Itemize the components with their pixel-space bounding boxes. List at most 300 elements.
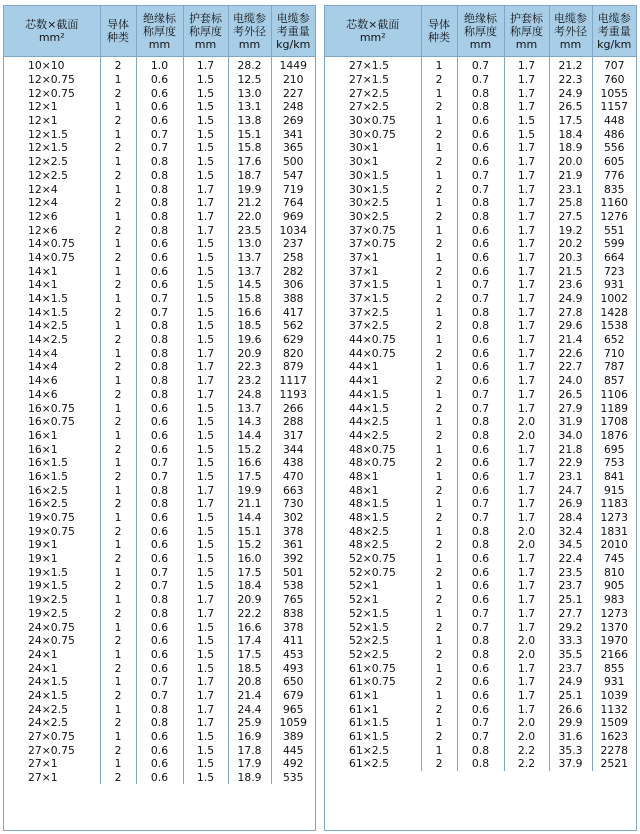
cell-sheath-thickness: 1.7: [183, 346, 228, 360]
table-row: [4, 264, 315, 278]
table-row: [325, 127, 636, 141]
cell-insulation-thickness: 0.6: [136, 552, 183, 566]
cell-outer-diameter: 15.8: [228, 141, 271, 155]
cell-cable-weight: 707: [592, 57, 636, 73]
cell-insulation-thickness: 0.6: [457, 579, 504, 593]
cell-conductor-type: 2: [100, 552, 136, 566]
table-row: [325, 86, 636, 100]
cell-cable-weight: 760: [592, 73, 636, 87]
cell-insulation-thickness: 0.6: [136, 661, 183, 675]
cell-insulation-thickness: 0.6: [457, 374, 504, 388]
table-row: [325, 346, 636, 360]
cell-outer-diameter: 31.6: [549, 730, 592, 744]
cell-conductor-type: 2: [100, 524, 136, 538]
table-row: [325, 100, 636, 114]
cell-core-section: 14×0.75: [28, 237, 75, 251]
cell-core-section: 12×1.5: [28, 141, 68, 155]
cell-core-section: 16×1.5: [28, 469, 68, 483]
cell-core-section: 27×2.5: [349, 100, 389, 114]
cell-cable-weight: 599: [592, 237, 636, 251]
cell-outer-diameter: 26.5: [549, 100, 592, 114]
cell-conductor-type: 2: [100, 634, 136, 648]
cell-insulation-thickness: 0.8: [136, 607, 183, 621]
cell-core-section: 30×1: [349, 155, 379, 169]
cell-core-section: 44×2.5: [349, 415, 389, 429]
cell-outer-diameter: 18.9: [549, 141, 592, 155]
cell-core-section: 61×1.5: [349, 730, 389, 744]
cell-conductor-type: 1: [100, 620, 136, 634]
cell-core-section: 19×1: [28, 538, 58, 552]
table-header-row: [4, 6, 315, 57]
table-row: [4, 579, 315, 593]
cell-core-section: 48×1.5: [349, 497, 389, 511]
cell-outer-diameter: 29.9: [549, 716, 592, 730]
cell-outer-diameter: 24.8: [228, 388, 271, 402]
table-row: [325, 757, 636, 771]
cell-conductor-type: 1: [421, 114, 457, 128]
cell-sheath-thickness: 1.5: [183, 264, 228, 278]
cell-core-section: 19×0.75: [28, 511, 75, 525]
left-spec-table-panel: [3, 5, 316, 831]
cell-conductor-type: 1: [100, 73, 136, 87]
cell-outer-diameter: 21.2: [228, 196, 271, 210]
cell-insulation-thickness: 0.8: [457, 743, 504, 757]
cell-outer-diameter: 17.5: [228, 648, 271, 662]
cell-conductor-type: 2: [421, 182, 457, 196]
cell-core-section: 19×2.5: [28, 606, 68, 620]
cell-cable-weight: 663: [271, 483, 315, 497]
table-row: [325, 743, 636, 757]
cell-cable-weight: 905: [592, 579, 636, 593]
cell-conductor-type: 2: [100, 57, 136, 73]
cell-sheath-thickness: 1.7: [504, 360, 549, 374]
cell-insulation-thickness: 0.6: [457, 593, 504, 607]
cell-insulation-thickness: 0.7: [136, 305, 183, 319]
cell-outer-diameter: 23.5: [549, 565, 592, 579]
cell-core-section: 44×1: [349, 374, 379, 388]
table-header-row: [325, 6, 636, 57]
cell-cable-weight: 388: [271, 292, 315, 306]
cell-outer-diameter: 22.7: [549, 360, 592, 374]
cell-sheath-thickness: 1.7: [504, 661, 549, 675]
cell-outer-diameter: 22.4: [549, 552, 592, 566]
cell-conductor-type: 2: [100, 278, 136, 292]
cell-insulation-thickness: 0.6: [457, 442, 504, 456]
cell-cable-weight: 787: [592, 360, 636, 374]
cell-core-section: 14×1: [28, 278, 58, 292]
cell-cable-weight: 361: [271, 538, 315, 552]
cell-sheath-thickness: 1.5: [183, 743, 228, 757]
cell-cable-weight: 288: [271, 415, 315, 429]
table-row: [325, 483, 636, 497]
cell-outer-diameter: 28.2: [228, 57, 271, 73]
cell-insulation-thickness: 0.6: [136, 415, 183, 429]
cell-conductor-type: 1: [421, 305, 457, 319]
cell-insulation-thickness: 0.6: [457, 360, 504, 374]
cell-conductor-type: 1: [421, 415, 457, 429]
cell-core-section: 24×1.5: [28, 688, 68, 702]
cell-conductor-type: 2: [421, 429, 457, 443]
cell-sheath-thickness: 1.5: [183, 114, 228, 128]
table-row: [4, 182, 315, 196]
cell-sheath-thickness: 1.5: [183, 579, 228, 593]
cell-conductor-type: 2: [421, 346, 457, 360]
cell-core-section: 24×1.5: [28, 675, 68, 689]
cell-insulation-thickness: 0.8: [136, 374, 183, 388]
cell-core-section: 44×1.5: [349, 387, 389, 401]
cell-conductor-type: 2: [100, 114, 136, 128]
left-table-body: [4, 57, 315, 785]
cell-insulation-thickness: 0.7: [457, 511, 504, 525]
cell-core-section: 10×10: [28, 59, 65, 73]
cell-insulation-thickness: 0.8: [136, 346, 183, 360]
cell-core-section: 48×0.75: [349, 442, 396, 456]
cell-sheath-thickness: 2.0: [504, 730, 549, 744]
cell-core-section: 52×1: [349, 593, 379, 607]
cell-cable-weight: 857: [592, 374, 636, 388]
cell-sheath-thickness: 1.7: [504, 73, 549, 87]
table-row: [4, 73, 315, 87]
cell-sheath-thickness: 1.7: [183, 374, 228, 388]
cell-core-section: 24×1: [28, 661, 58, 675]
header-sheath-thickness: 护套标 称厚度 mm: [504, 6, 549, 57]
cell-sheath-thickness: 1.7: [504, 346, 549, 360]
cell-outer-diameter: 15.2: [228, 538, 271, 552]
cell-conductor-type: 1: [421, 251, 457, 265]
cell-cable-weight: 1106: [592, 388, 636, 402]
cell-cable-weight: 931: [592, 675, 636, 689]
cell-cable-weight: 1509: [592, 716, 636, 730]
cell-sheath-thickness: 1.7: [504, 264, 549, 278]
cell-conductor-type: 2: [421, 292, 457, 306]
cell-insulation-thickness: 0.8: [136, 497, 183, 511]
table-row: [325, 689, 636, 703]
cell-sheath-thickness: 1.7: [183, 702, 228, 716]
cell-sheath-thickness: 2.2: [504, 757, 549, 771]
cell-insulation-thickness: 0.8: [457, 429, 504, 443]
table-row: [4, 456, 315, 470]
cell-outer-diameter: 35.3: [549, 743, 592, 757]
cell-core-section: 30×2.5: [349, 209, 389, 223]
table-row: [325, 57, 636, 73]
cell-cable-weight: 306: [271, 278, 315, 292]
cell-cable-weight: 753: [592, 456, 636, 470]
cell-core-section: 12×1: [28, 114, 58, 128]
cell-insulation-thickness: 0.6: [136, 620, 183, 634]
cell-sheath-thickness: 1.5: [183, 648, 228, 662]
cell-core-section: 61×0.75: [349, 661, 396, 675]
cell-outer-diameter: 23.1: [549, 182, 592, 196]
cell-conductor-type: 1: [100, 702, 136, 716]
cell-cable-weight: 969: [271, 210, 315, 224]
cell-cable-weight: 1708: [592, 415, 636, 429]
cell-insulation-thickness: 0.8: [136, 182, 183, 196]
cell-core-section: 30×1.5: [349, 168, 389, 182]
cell-insulation-thickness: 0.8: [457, 319, 504, 333]
cell-sheath-thickness: 1.7: [504, 223, 549, 237]
header-cable-weight: 电缆参 考重量 kg/km: [271, 6, 315, 57]
table-row: [4, 251, 315, 265]
table-row: [4, 771, 315, 785]
cell-conductor-type: 2: [421, 702, 457, 716]
table-row: [325, 210, 636, 224]
cell-core-section: 44×0.75: [349, 346, 396, 360]
cell-insulation-thickness: 0.6: [136, 100, 183, 114]
cell-core-section: 30×0.75: [349, 114, 396, 128]
cell-conductor-type: 1: [100, 100, 136, 114]
cell-sheath-thickness: 1.7: [183, 716, 228, 730]
cell-insulation-thickness: 0.6: [136, 524, 183, 538]
table-row: [4, 237, 315, 251]
cell-insulation-thickness: 0.6: [457, 237, 504, 251]
cell-insulation-thickness: 0.8: [136, 388, 183, 402]
cell-insulation-thickness: 0.7: [457, 716, 504, 730]
cell-conductor-type: 1: [421, 497, 457, 511]
cell-core-section: 52×1.5: [349, 606, 389, 620]
cell-sheath-thickness: 1.5: [183, 620, 228, 634]
cell-conductor-type: 1: [100, 127, 136, 141]
cell-core-section: 52×0.75: [349, 565, 396, 579]
cell-conductor-type: 2: [421, 401, 457, 415]
cell-sheath-thickness: 1.5: [183, 415, 228, 429]
table-row: [4, 278, 315, 292]
cell-insulation-thickness: 0.6: [457, 483, 504, 497]
cell-cable-weight: 378: [271, 620, 315, 634]
table-row: [325, 593, 636, 607]
cell-conductor-type: 2: [421, 210, 457, 224]
cell-insulation-thickness: 0.7: [136, 579, 183, 593]
cell-cable-weight: 1193: [271, 388, 315, 402]
cell-outer-diameter: 28.4: [549, 511, 592, 525]
cell-conductor-type: 2: [421, 73, 457, 87]
cell-core-section: 30×0.75: [349, 127, 396, 141]
cell-core-section: 14×1: [28, 264, 58, 278]
cell-cable-weight: 551: [592, 223, 636, 237]
cell-conductor-type: 1: [421, 661, 457, 675]
cell-core-section: 48×2.5: [349, 524, 389, 538]
table-row: [325, 114, 636, 128]
table-row: [4, 620, 315, 634]
cell-outer-diameter: 29.2: [549, 620, 592, 634]
cell-insulation-thickness: 0.6: [457, 689, 504, 703]
cell-conductor-type: 2: [100, 607, 136, 621]
cell-insulation-thickness: 0.6: [136, 429, 183, 443]
cell-insulation-thickness: 0.7: [457, 292, 504, 306]
cell-outer-diameter: 23.1: [549, 470, 592, 484]
table-row: [325, 456, 636, 470]
cell-cable-weight: 1039: [592, 689, 636, 703]
cell-sheath-thickness: 1.7: [504, 100, 549, 114]
cell-core-section: 44×0.75: [349, 333, 396, 347]
cell-outer-diameter: 17.5: [228, 565, 271, 579]
cell-core-section: 12×2.5: [28, 168, 68, 182]
cell-cable-weight: 719: [271, 182, 315, 196]
cell-outer-diameter: 17.4: [228, 634, 271, 648]
cell-cable-weight: 237: [271, 237, 315, 251]
cell-insulation-thickness: 0.6: [457, 346, 504, 360]
cell-sheath-thickness: 1.5: [183, 552, 228, 566]
cell-cable-weight: 650: [271, 675, 315, 689]
cell-core-section: 37×1.5: [349, 292, 389, 306]
table-row: [325, 196, 636, 210]
cell-cable-weight: 695: [592, 442, 636, 456]
cell-outer-diameter: 20.0: [549, 155, 592, 169]
cell-conductor-type: 1: [421, 634, 457, 648]
cell-conductor-type: 2: [100, 470, 136, 484]
cell-sheath-thickness: 1.5: [183, 401, 228, 415]
cell-sheath-thickness: 1.7: [504, 278, 549, 292]
cell-insulation-thickness: 0.8: [136, 210, 183, 224]
table-row: [325, 73, 636, 87]
cell-cable-weight: 547: [271, 169, 315, 183]
cell-sheath-thickness: 1.7: [504, 155, 549, 169]
cell-outer-diameter: 26.9: [549, 497, 592, 511]
cell-core-section: 61×2.5: [349, 743, 389, 757]
cell-cable-weight: 629: [271, 333, 315, 347]
table-row: [4, 524, 315, 538]
cell-cable-weight: 302: [271, 511, 315, 525]
cell-sheath-thickness: 1.7: [504, 319, 549, 333]
cell-insulation-thickness: 0.7: [457, 57, 504, 73]
cell-outer-diameter: 17.6: [228, 155, 271, 169]
table-row: [4, 333, 315, 347]
cell-sheath-thickness: 1.7: [504, 251, 549, 265]
cell-cable-weight: 1623: [592, 730, 636, 744]
cell-outer-diameter: 15.1: [228, 524, 271, 538]
table-row: [325, 388, 636, 402]
cell-conductor-type: 2: [100, 333, 136, 347]
cell-cable-weight: 1157: [592, 100, 636, 114]
cell-core-section: 14×2.5: [28, 319, 68, 333]
cell-core-section: 19×1: [28, 552, 58, 566]
table-row: [325, 607, 636, 621]
cell-outer-diameter: 19.2: [549, 223, 592, 237]
cell-outer-diameter: 16.6: [228, 305, 271, 319]
cell-conductor-type: 1: [100, 346, 136, 360]
cell-insulation-thickness: 0.6: [136, 538, 183, 552]
table-row: [325, 305, 636, 319]
cell-cable-weight: 730: [271, 497, 315, 511]
cell-outer-diameter: 31.9: [549, 415, 592, 429]
cell-insulation-thickness: 0.7: [457, 730, 504, 744]
cell-insulation-thickness: 0.8: [136, 702, 183, 716]
cell-outer-diameter: 21.5: [549, 264, 592, 278]
cell-core-section: 52×1.5: [349, 620, 389, 634]
cell-cable-weight: 1876: [592, 429, 636, 443]
cell-outer-diameter: 22.6: [549, 346, 592, 360]
cell-core-section: 16×1.5: [28, 456, 68, 470]
cell-conductor-type: 1: [421, 388, 457, 402]
table-row: [4, 223, 315, 237]
cell-core-section: 14×6: [28, 374, 58, 388]
cell-outer-diameter: 22.3: [549, 73, 592, 87]
cell-core-section: 14×4: [28, 360, 58, 374]
cell-sheath-thickness: 1.5: [183, 86, 228, 100]
cell-outer-diameter: 21.1: [228, 497, 271, 511]
cell-cable-weight: 1055: [592, 86, 636, 100]
cell-outer-diameter: 26.6: [549, 702, 592, 716]
cell-cable-weight: 1370: [592, 620, 636, 634]
cell-outer-diameter: 21.2: [549, 57, 592, 73]
cell-insulation-thickness: 0.8: [457, 524, 504, 538]
header-sheath-thickness: 护套标 称厚度 mm: [183, 6, 228, 57]
cell-insulation-thickness: 0.8: [136, 716, 183, 730]
cell-insulation-thickness: 0.6: [136, 511, 183, 525]
cell-cable-weight: 562: [271, 319, 315, 333]
cell-cable-weight: 248: [271, 100, 315, 114]
cell-outer-diameter: 20.8: [228, 675, 271, 689]
cell-core-section: 14×6: [28, 387, 58, 401]
cell-conductor-type: 2: [100, 661, 136, 675]
cell-outer-diameter: 25.1: [549, 593, 592, 607]
cell-insulation-thickness: 0.7: [136, 141, 183, 155]
table-row: [325, 182, 636, 196]
cell-cable-weight: 776: [592, 169, 636, 183]
cell-sheath-thickness: 1.5: [183, 251, 228, 265]
table-row: [325, 552, 636, 566]
cell-conductor-type: 1: [100, 319, 136, 333]
cell-insulation-thickness: 0.6: [136, 114, 183, 128]
table-row: [325, 319, 636, 333]
table-row: [4, 114, 315, 128]
cell-cable-weight: 210: [271, 73, 315, 87]
cell-cable-weight: 448: [592, 114, 636, 128]
right-table-body: [325, 57, 636, 771]
cell-sheath-thickness: 2.0: [504, 716, 549, 730]
cell-conductor-type: 2: [421, 511, 457, 525]
cell-outer-diameter: 21.9: [549, 169, 592, 183]
cell-core-section: 48×1: [349, 483, 379, 497]
cell-sheath-thickness: 1.7: [504, 169, 549, 183]
cell-sheath-thickness: 1.7: [504, 333, 549, 347]
header-conductor-type: 导体 种类: [100, 6, 136, 57]
cell-insulation-thickness: 0.8: [457, 86, 504, 100]
table-row: [4, 702, 315, 716]
cell-conductor-type: 2: [421, 155, 457, 169]
cell-sheath-thickness: 2.0: [504, 415, 549, 429]
cell-cable-weight: 605: [592, 155, 636, 169]
cell-sheath-thickness: 1.5: [183, 771, 228, 785]
cell-sheath-thickness: 2.0: [504, 648, 549, 662]
cell-cable-weight: 1189: [592, 401, 636, 415]
cell-insulation-thickness: 1.0: [136, 57, 183, 73]
cell-sheath-thickness: 1.5: [183, 319, 228, 333]
cell-outer-diameter: 15.8: [228, 292, 271, 306]
cell-conductor-type: 2: [421, 456, 457, 470]
table-row: [4, 593, 315, 607]
cell-sheath-thickness: 1.7: [504, 182, 549, 196]
cell-insulation-thickness: 0.8: [457, 757, 504, 771]
header-conductor-type: 导体 种类: [421, 6, 457, 57]
cell-outer-diameter: 18.4: [228, 579, 271, 593]
cell-outer-diameter: 13.0: [228, 237, 271, 251]
cell-outer-diameter: 13.7: [228, 401, 271, 415]
table-row: [4, 730, 315, 744]
cell-insulation-thickness: 0.6: [457, 155, 504, 169]
table-row: [325, 278, 636, 292]
table-row: [325, 661, 636, 675]
table-row: [4, 127, 315, 141]
table-row: [4, 305, 315, 319]
cell-conductor-type: 2: [100, 442, 136, 456]
cell-conductor-type: 2: [421, 593, 457, 607]
table-row: [4, 360, 315, 374]
cell-core-section: 52×0.75: [349, 552, 396, 566]
cell-conductor-type: 2: [100, 251, 136, 265]
cell-conductor-type: 2: [100, 86, 136, 100]
cell-outer-diameter: 25.8: [549, 196, 592, 210]
cell-cable-weight: 931: [592, 278, 636, 292]
